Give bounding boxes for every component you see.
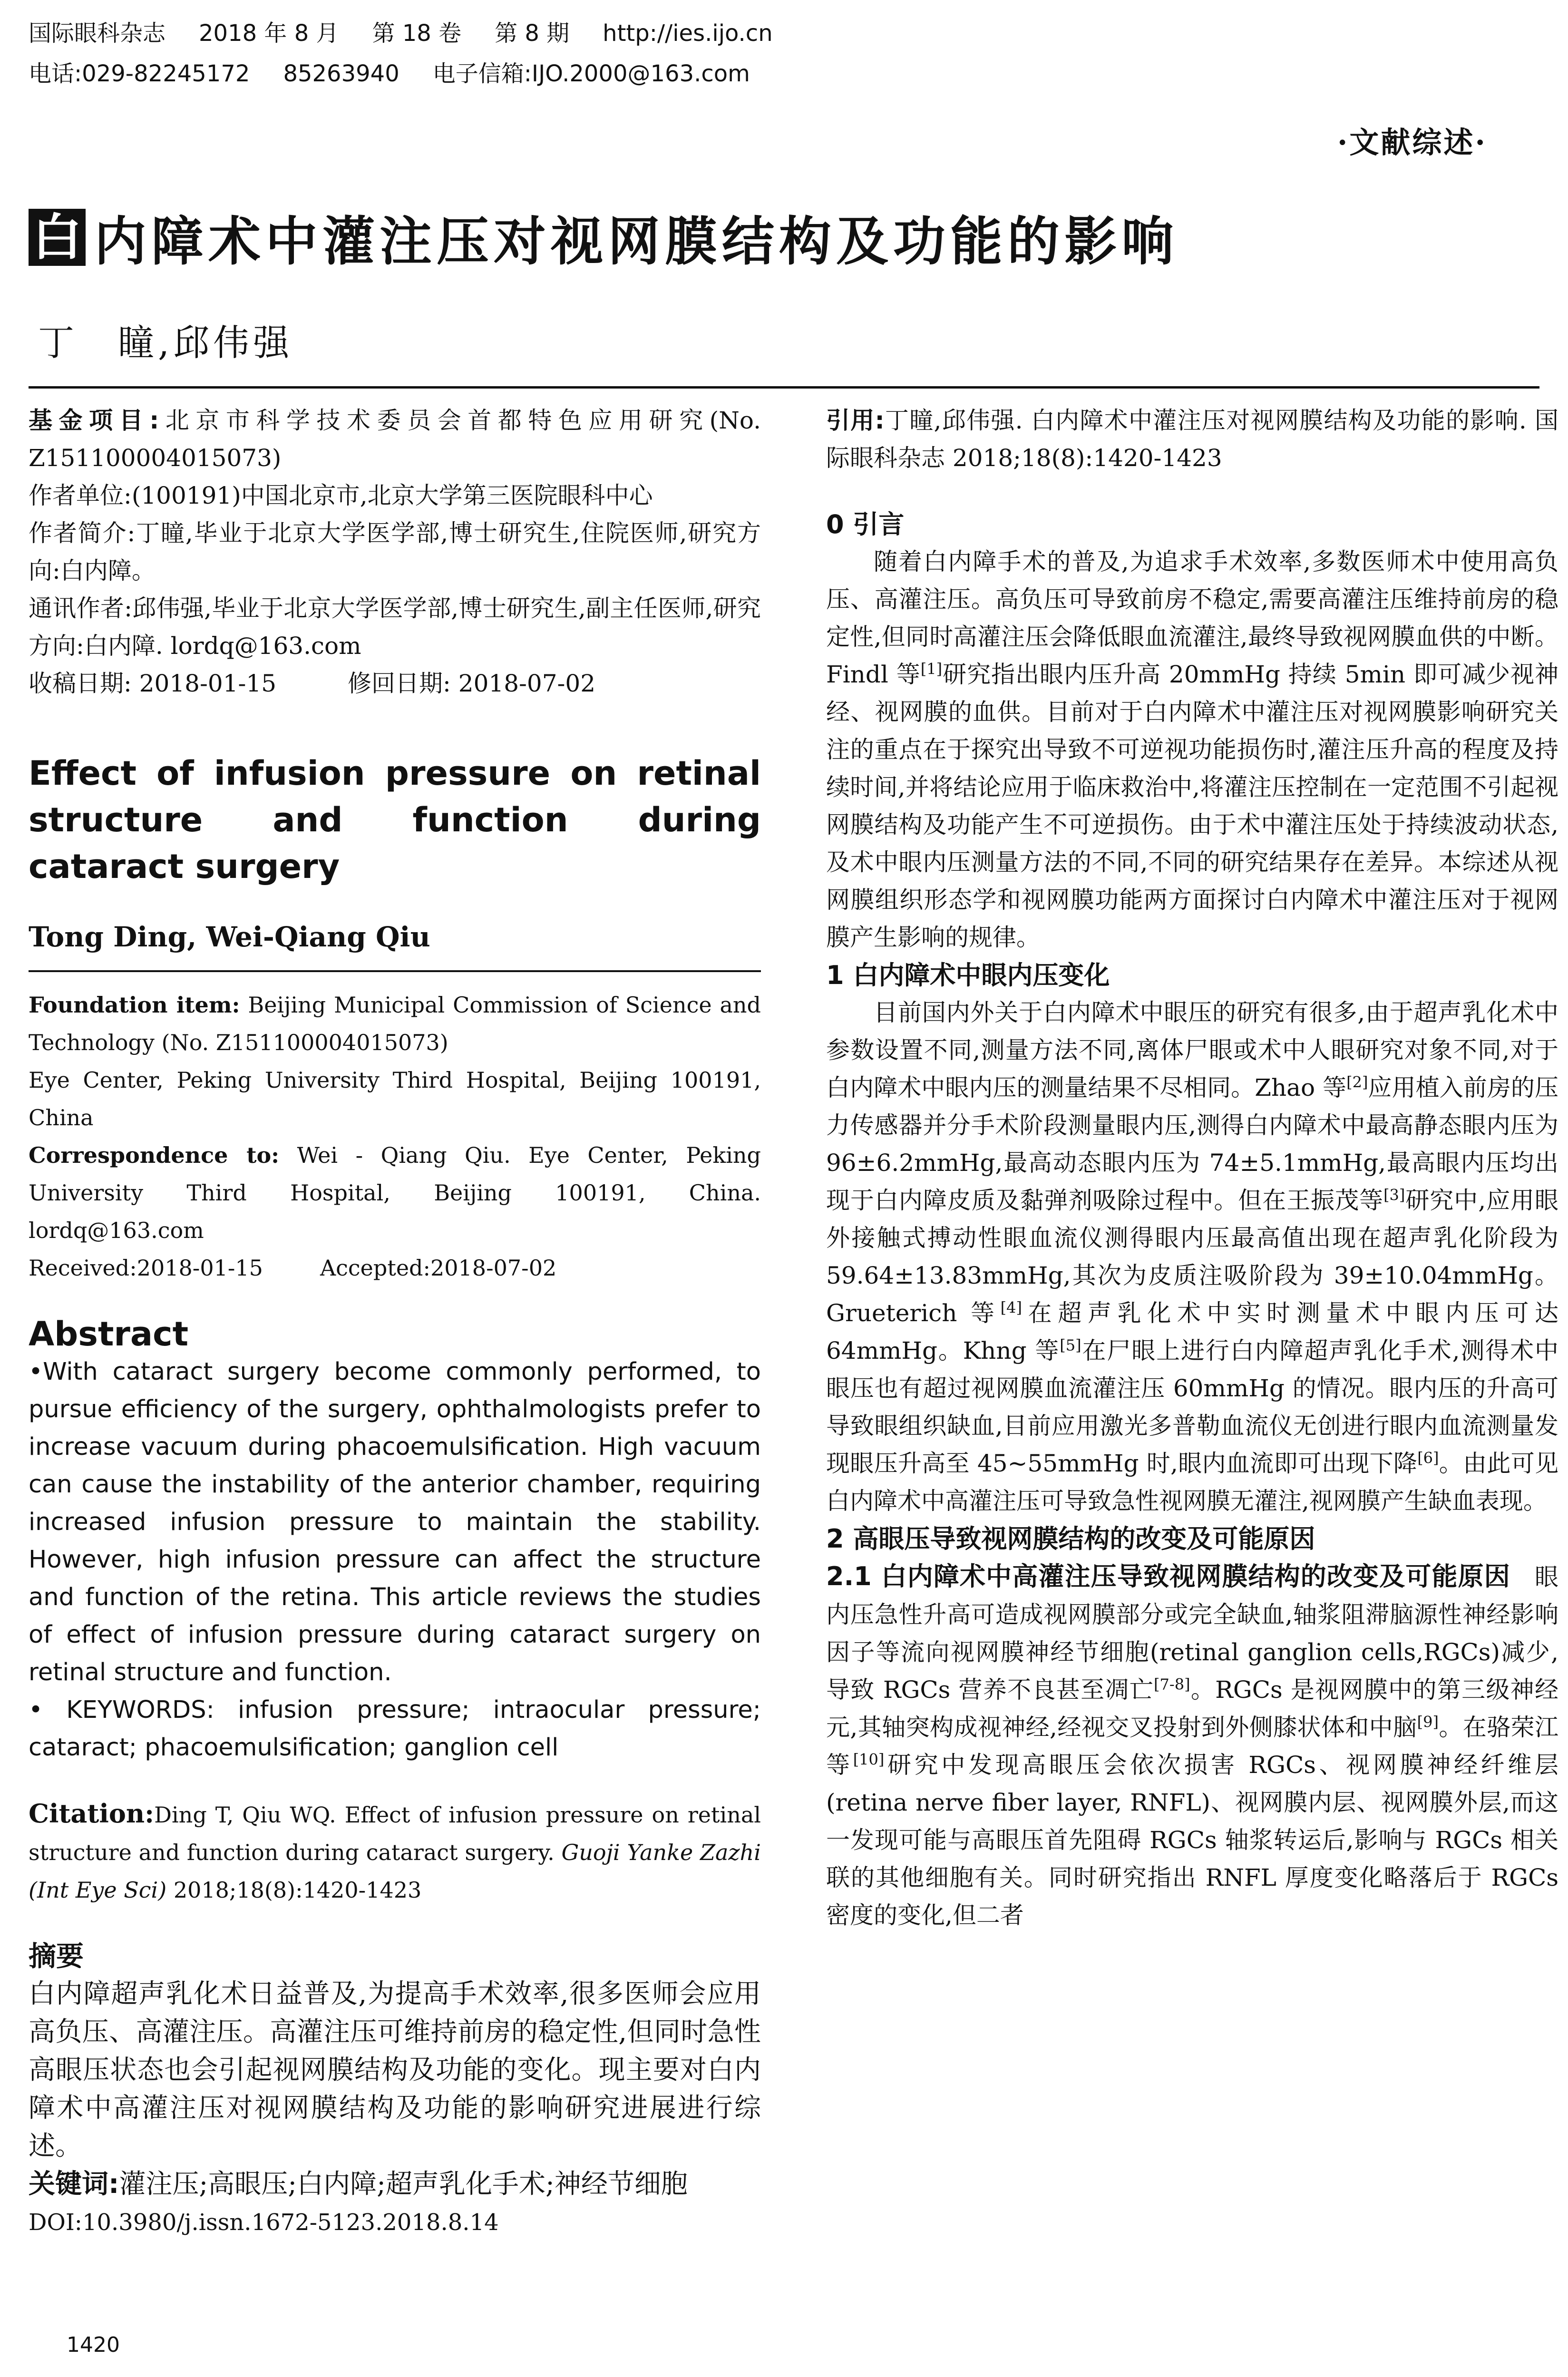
en-received: Received:2018-01-15	[29, 1255, 263, 1281]
foundation	[29, 402, 761, 477]
en-foundation	[29, 986, 761, 1062]
keywords: • KEYWORDS: infusion pressure; intraocular pressure; cataract; phacoemulsification; ganglion cell	[29, 1696, 761, 1762]
en-citation	[29, 1795, 761, 1909]
ref-7-8[interactable]: [7-8]	[1154, 1675, 1190, 1694]
foundation-text: 北京市科学技术委员会首都特色应用研究(No. Z151100004015073)	[29, 407, 761, 472]
ref-10[interactable]: [10]	[853, 1750, 885, 1769]
phone: 电话:029-82245172	[29, 60, 250, 87]
foundation-label: 基金项目:	[29, 407, 159, 434]
en-citation-tail: 2018;18(8):1420-1423	[173, 1877, 422, 1903]
article-title	[29, 200, 1178, 275]
title-text: 内障术中灌注压对视网膜结构及功能的影响	[94, 211, 1178, 272]
phone-2: 85263940	[283, 60, 399, 87]
title-first-char: 白	[29, 209, 86, 266]
cn-keywords-text: 灌注压;高眼压;白内障;超声乳化手术;神经节细胞	[119, 2169, 688, 2200]
en-correspondence-label: Correspondence to:	[29, 1142, 280, 1168]
en-citation-label: Citation:	[29, 1798, 155, 1829]
ref-1[interactable]: [1]	[920, 660, 943, 678]
right-column	[826, 402, 1558, 1934]
en-correspondence-text: Wei - Qiang Qiu. Eye Center, Peking University Third Hospital, Beijing 100191, China. lordq@163.com	[29, 1142, 761, 1243]
cn-keywords-label: 关键词:	[29, 2169, 119, 2200]
section-1-heading: 1 白内障术中眼内压变化	[826, 960, 1110, 990]
cn-keywords	[29, 2165, 761, 2203]
en-title-line2: structure and function during	[29, 800, 761, 839]
volume: 第 18 卷	[372, 20, 462, 47]
ref-3[interactable]: [3]	[1383, 1186, 1405, 1204]
affiliation: 作者单位:(100191)中国北京市,北京大学第三医院眼科中心	[29, 482, 653, 509]
title-rule	[29, 386, 1539, 389]
journal-header-line1	[29, 19, 806, 48]
en-correspondence	[29, 1137, 761, 1249]
en-foundation-label: Foundation item:	[29, 992, 240, 1018]
en-dates	[29, 1249, 761, 1287]
section-1-paragraph: 目前国内外关于白内障术中眼压的研究有很多,由于超声乳化术中参数设置不同,测量方法不同,离体尸眼或术中人眼研究对象不同,对于白内障术中眼内压的测量结果不尽相同。Zhao 等[2]应用植入前房的压力传感器并分手术阶段测量眼内压,测得白内障术中最高静态眼内压为 96±6.2mmHg,最高动态眼内压为 74±5.1mmHg,最高眼内压均出现于白内障皮质及黏弹剂吸除过程中。但在王振茂等[3]研究中,应用眼外接触式搏动性眼血流仪测得眼内压最高值出现在超声乳化阶段为 59.64±13.83mmHg,其次为皮质注吸阶段为 39±10.04mmHg。Grueterich 等[4]在超声乳化术中实时测量术中眼内压可达 64mmHg。Khng 等[5]在尸眼上进行白内障超声乳化手术,测得术中眼压也有超过视网膜血流灌注压 60mmHg 的情况。眼内压的升高可导致眼组织缺血,目前应用激光多普勒血流仪无创进行眼内血流测量发现眼压升高至 45~55mmHg 时,眼内血流即可出现下降[6]。由此可见白内障术中高灌注压可导致急性视网膜无灌注,视网膜产生缺血表现。	[826, 999, 1559, 1515]
ref-9[interactable]: [9]	[1417, 1713, 1439, 1731]
abstract-heading: Abstract	[29, 1315, 189, 1354]
en-title-line1: Effect of infusion pressure on retinal	[29, 754, 761, 793]
ref-6[interactable]: [6]	[1417, 1449, 1439, 1467]
revised-date: 修回日期: 2018-07-02	[348, 670, 596, 697]
en-foundation-text: Beijing Municipal Commission of Science and Technology (No. Z151100004015073)	[29, 992, 761, 1055]
received-date: 收稿日期: 2018-01-15	[29, 670, 277, 697]
en-citation-journal: Guoji Yanke Zazhi (Int Eye Sci)	[29, 1840, 761, 1903]
section-0-paragraph: 随着白内障手术的普及,为追求手术效率,多数医师术中使用高负压、高灌注压。高负压可导致前房不稳定,需要高灌注压维持前房的稳定性,但同时高灌注压会降低眼血流灌注,最终导致视网膜血供的中断。Findl 等[1]研究指出眼内压升高 20mmHg 持续 5min 即可减少视神经、视网膜的血供。目前对于白内障术中灌注压对视网膜影响研究关注的重点在于探究出导致不可逆视功能损伤时,灌注压升高的程度及持续时间,并将结论应用于临床救治中,将灌注压控制在一定范围不引起视网膜结构及功能产生不可逆损伤。由于术中灌注压处于持续波动状态,及术中眼内压测量方法的不同,不同的研究结果存在差异。本综述从视网膜组织形态学和视网膜功能两方面探讨白内障术中灌注压对于视网膜产生影响的规律。	[826, 548, 1558, 951]
email[interactable]: 电子信箱:IJO.2000@163.com	[432, 60, 750, 87]
en-citation-text: Ding T, Qiu WQ. Effect of infusion pressure on retinal structure and function during cataract surgery.	[29, 1802, 761, 1865]
cn-citation-label: 引用:	[826, 407, 885, 434]
dates	[29, 665, 761, 702]
en-authors: Tong Ding, Wei-Qiang Qiu	[29, 921, 430, 953]
cn-abstract-text: 白内障超声乳化术日益普及,为提高手术效率,很多医师会应用高负压、高灌注压。高灌注压可维持前房的稳定性,但同时急性高眼压状态也会引起视网膜结构及功能的变化。现主要对白内障术中高灌注压对视网膜结构及功能的影响研究进展进行综述。	[29, 1978, 761, 2162]
section-2-1-paragraph: 2.1 白内障术中高灌注压导致视网膜结构的改变及可能原因 眼内压急性升高可造成视网膜部分或完全缺血,轴浆阻滞脑源性神经影响因子等流向视网膜神经节细胞(retinal ganglion cells,RGCs)减少,导致 RGCs 营养不良甚至凋亡[7-8]。RGCs 是视网膜中的第三级神经元,其轴突构成视神经,经视交叉投射到外侧膝状体和中脑[9]。在骆荣江等[10]研究中发现高眼压会依次损害 RGCs、视网膜神经纤维层(retina nerve fiber layer, RNFL)、视网膜内层、视网膜外层,而这一发现可能与高眼压首先阻碍 RGCs 轴浆转运后,影响与 RGCs 相关联的其他细胞有关。同时研究指出 RNFL 厚度变化略落后于 RGCs 密度的变化,但二者	[826, 1561, 1559, 1929]
author-intro: 作者简介:丁瞳,毕业于北京大学医学部,博士研究生,住院医师,研究方向:白内障。	[29, 519, 761, 585]
authors-cn: 丁 瞳,邱伟强	[38, 321, 293, 364]
section-2-heading: 2 高眼压导致视网膜结构的改变及可能原因	[826, 1524, 1315, 1554]
journal-url[interactable]: http://ies.ijo.cn	[603, 20, 773, 47]
ref-2[interactable]: [2]	[1346, 1073, 1368, 1091]
ref-4[interactable]: [4]	[1000, 1298, 1022, 1317]
abstract-text: •With cataract surgery become commonly performed, to pursue efficiency of the surgery, ophthalmologists prefer to increase vacuum during phacoemulsification. High vacuum can cause the instability of the anterior chamber, requiring increased infusion pressure to maintain the stability. However, high infusion pressure can affect the structure and function of the retina. This article reviews the studies of effect of infusion pressure during cataract surgery on retinal structure and function.	[29, 1358, 761, 1686]
cn-citation-text: 丁瞳,邱伟强. 白内障术中灌注压对视网膜结构及功能的影响. 国际眼科杂志 2018;18(8):1420-1423	[826, 407, 1559, 472]
en-affiliation: Eye Center, Peking University Third Hospital, Beijing 100191, China	[29, 1067, 761, 1130]
section-2-1-heading: 2.1 白内障术中高灌注压导致视网膜结构的改变及可能原因	[826, 1561, 1510, 1591]
en-accepted: Accepted:2018-07-02	[320, 1255, 557, 1281]
page-number: 1420	[67, 2333, 120, 2357]
left-column	[29, 402, 761, 2241]
correspondence: 通讯作者:邱伟强,毕业于北京大学医学部,博士研究生,副主任医师,研究方向:白内障. lordq@163.com	[29, 594, 761, 660]
section-0-heading: 0 引言	[826, 509, 905, 539]
cn-abstract-heading: 摘要	[29, 1940, 84, 1972]
doi[interactable]: DOI:10.3980/j.issn.1672-5123.2018.8.14	[29, 2209, 499, 2236]
journal-header-line2	[29, 59, 783, 88]
issue-date: 2018 年 8 月	[199, 20, 339, 47]
en-title-line3: cataract surgery	[29, 847, 340, 886]
issue-number: 第 8 期	[495, 20, 570, 47]
journal-name: 国际眼科杂志	[29, 20, 166, 47]
cn-citation	[826, 402, 1558, 477]
section-tag: ·文献综述·	[1337, 125, 1487, 160]
ref-5[interactable]: [5]	[1060, 1336, 1081, 1354]
